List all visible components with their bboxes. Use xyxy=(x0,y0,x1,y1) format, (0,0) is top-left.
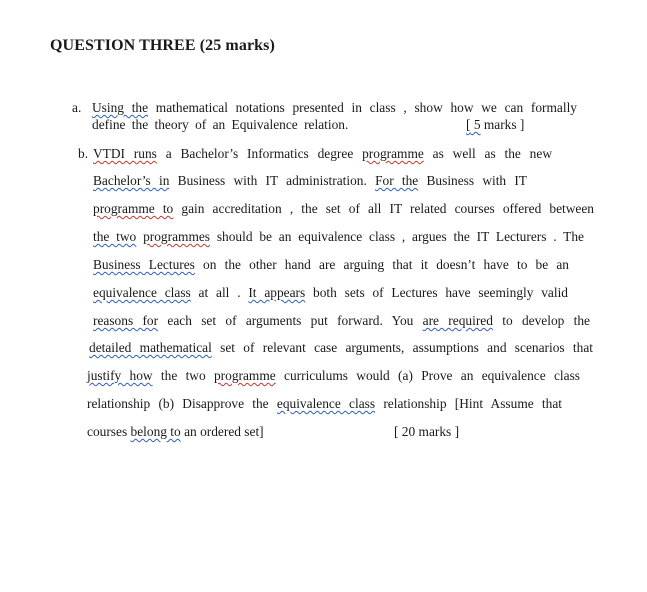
text-run: show how we can formally xyxy=(414,100,577,115)
text-run: curriculums would (a) Prove an equivalence class xyxy=(275,368,580,383)
text-run: each set of arguments put forward. You xyxy=(158,313,423,328)
part-b-line-1 xyxy=(93,146,552,162)
grammar-flag: It appears xyxy=(248,285,306,300)
spelling-flag: programme xyxy=(213,368,276,383)
text-run: as well as the new xyxy=(423,146,552,161)
text-run: at all . xyxy=(190,285,249,300)
text-run: gain accreditation , the set of all IT related courses offered between xyxy=(173,201,594,216)
spelling-flag: programme to xyxy=(93,201,174,216)
part-b-line-2 xyxy=(93,173,527,189)
grammar-flag: Using the xyxy=(92,100,149,115)
part-b-line-3 xyxy=(93,201,594,217)
text-run: Business with IT administration. xyxy=(169,173,376,188)
text-run: the two xyxy=(152,368,214,383)
part-b-line-11 xyxy=(87,424,264,440)
text-run: on the other hand are arguing that it doesn’t have to be an xyxy=(194,257,569,272)
part-a-label: a. xyxy=(72,100,82,115)
grammar-flag: For the xyxy=(375,173,419,188)
text-run: marks ] xyxy=(480,117,525,132)
part-b-line-5 xyxy=(93,257,569,273)
part-b-line-9 xyxy=(87,368,580,384)
part-b-line-10 xyxy=(87,396,562,412)
part-a-line-1 xyxy=(92,100,577,116)
grammar-flag: Bachelor’s in xyxy=(93,173,170,188)
grammar-flag: detailed mathematical xyxy=(89,340,212,355)
question-title: QUESTION THREE (25 marks) xyxy=(50,37,275,54)
grammar-flag: reasons for xyxy=(93,313,159,328)
text-run: , xyxy=(395,100,415,115)
part-b-line-4 xyxy=(93,229,584,245)
part-a-marks xyxy=(466,117,524,133)
part-b-line-8 xyxy=(89,340,593,356)
spelling-flag: programmes xyxy=(143,229,211,244)
part-b-label: b. xyxy=(78,146,89,161)
grammar-flag: equivalence class xyxy=(276,396,376,411)
grammar-flag: the two xyxy=(93,229,137,244)
grammar-flag: belong to xyxy=(130,424,181,439)
text-run: relationship [Hint Assume that xyxy=(375,396,563,411)
text-run: an ordered set] xyxy=(180,424,264,439)
part-b-line-6 xyxy=(93,285,568,301)
grammar-flag xyxy=(466,117,481,132)
grammar-flag: Business Lectures xyxy=(93,257,195,272)
text-run: set of relevant case arguments, assumptions and scenarios that xyxy=(211,340,594,355)
grammar-flag: justify how xyxy=(87,368,153,383)
text-run: to develop the xyxy=(492,313,590,328)
text-run: should be an equivalence class , argues the IT Lecturers . The xyxy=(210,229,584,244)
text-run: a Bachelor’s Informatics degree xyxy=(156,146,363,161)
part-a-line-2: define the theory of an Equivalence relation. xyxy=(92,117,349,132)
text-run: Business with IT xyxy=(418,173,527,188)
grammar-flag: are required xyxy=(422,313,493,328)
text-run: mathematical notations presented in class xyxy=(148,100,396,115)
text-run: relationship (b) Disapprove the xyxy=(87,396,277,411)
spelling-flag: programme xyxy=(362,146,424,161)
spelling-flag: VTDI runs xyxy=(93,146,157,161)
text-run: both sets of Lectures have seemingly valid xyxy=(305,285,569,300)
part-b-line-7 xyxy=(93,313,590,329)
text-run: 5 xyxy=(470,117,481,132)
part-b-marks: [ 20 marks ] xyxy=(394,424,460,439)
text-run: [ xyxy=(466,117,471,132)
text-run: courses xyxy=(87,424,131,439)
grammar-flag: equivalence class xyxy=(93,285,191,300)
